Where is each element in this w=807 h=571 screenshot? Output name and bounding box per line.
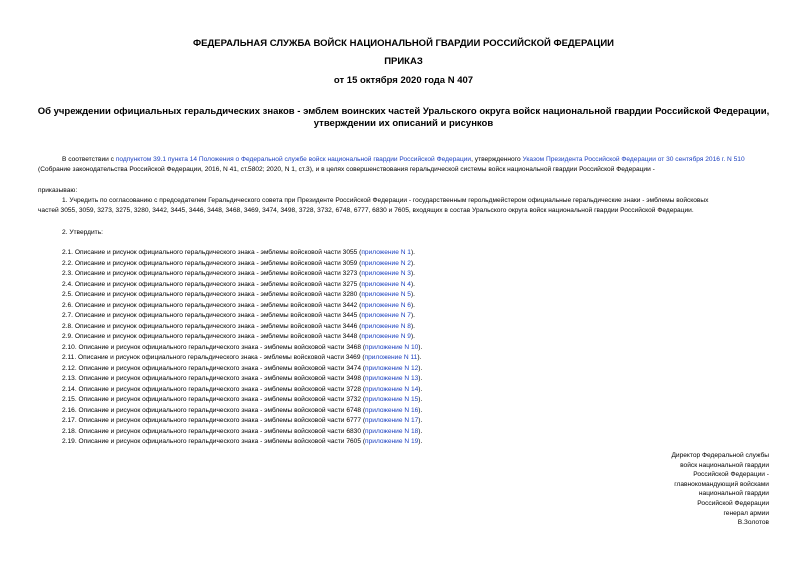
item-1-line-2: частей 3055, 3059, 3273, 3275, 3280, 3442, 3445, 3446, 3448, 3468, 3469, 3474, 3498, 3728, 3732, 6748, 6777, 6830 и 7605, входящих в состав Уральского округа войск национальной гвардии Российской Федерации. [38, 206, 694, 214]
approval-item-text: 2.11. Описание и рисунок официального геральдического знака - эмблемы войсковой части 3469 ( [62, 354, 365, 361]
approval-item-end: ). [418, 375, 423, 382]
signature-line: войск национальной гвардии [680, 461, 769, 469]
appendix-link[interactable]: приложение N 1 [361, 249, 411, 256]
approval-item-text: 2.4. Описание и рисунок официального геральдического знака - эмблемы войсковой части 3275 ( [62, 280, 362, 288]
appendix-link[interactable]: приложение N 8 [361, 322, 411, 330]
law-link-decree-number[interactable]: г. N 510 [721, 156, 745, 163]
approval-item-text: 2.6. Описание и рисунок официального геральдического знака - эмблемы войсковой части 3442 ( [62, 301, 362, 309]
appendix-link[interactable]: приложение N 3 [361, 270, 411, 277]
approval-item-text: 2.15. Описание и рисунок официального геральдического знака - эмблемы войсковой части 3732 ( [62, 396, 366, 403]
approval-item-end: ). [410, 333, 415, 340]
approval-item-text: 2.19. Описание и рисунок официального геральдического знака - эмблемы войсковой части 7605 ( [62, 438, 366, 445]
doc-title-line-1: Об учреждении официальных геральдических знаков - эмблем воинских частей Уральского округа войск национальной гвардии Российской Федерации, [37, 106, 770, 117]
approval-item [62, 374, 422, 383]
approval-item [62, 259, 415, 268]
approval-item-end: ). [418, 438, 423, 445]
approval-item-text: 2.5. Описание и рисунок официального геральдического знака - эмблемы войсковой части 3280 ( [62, 291, 362, 298]
preamble-text: В соответствии с [62, 156, 116, 163]
appendix-link[interactable]: приложение N 9 [361, 333, 411, 340]
approval-item-text: 2.17. Описание и рисунок официального геральдического знака - эмблемы войсковой части 6777 ( [62, 417, 366, 424]
approval-item-text: 2.8. Описание и рисунок официального геральдического знака - эмблемы войсковой части 3446 ( [62, 322, 362, 330]
approval-item-end: ). [418, 406, 423, 414]
approval-item-text: 2.12. Описание и рисунок официального геральдического знака - эмблемы войсковой части 3474 ( [62, 364, 366, 372]
law-link-position[interactable]: подпунктом 39.1 пункта 14 Положения о Федеральной службе войск национальной гвардии Российской Федерации [115, 156, 472, 163]
preamble [38, 155, 773, 174]
appendix-link[interactable]: приложение N 13 [365, 375, 419, 382]
appendix-link[interactable]: приложение N 7 [361, 312, 411, 319]
approval-item-text: 2.13. Описание и рисунок официального геральдического знака - эмблемы войсковой части 3498 ( [62, 375, 366, 382]
approval-item-text: 2.3. Описание и рисунок официального геральдического знака - эмблемы войсковой части 3273 ( [62, 270, 362, 277]
preamble-text: (Собрание законодательства Российской Федерации, 2016, N 41, ст.5802; 2020, N 1, ст.3), и в целях совершенствования геральдической системы войск национальной гвардии Российской Федерации - [38, 165, 655, 173]
approval-item [62, 290, 415, 299]
approval-item-end: ). [418, 427, 423, 435]
approval-item-text: 2.18. Описание и рисунок официального геральдического знака - эмблемы войсковой части 6830 ( [62, 427, 366, 435]
approval-item-end: ). [410, 291, 415, 298]
signature-line: Директор Федеральной службы [671, 452, 769, 459]
appendix-link[interactable]: приложение N 18 [365, 427, 419, 435]
order-word: приказываю: [38, 187, 78, 194]
approval-item [62, 343, 422, 352]
approval-item-end: ). [418, 343, 423, 351]
approval-item-text: 2.16. Описание и рисунок официального геральдического знака - эмблемы войсковой части 6748 ( [62, 406, 366, 414]
approval-item [62, 364, 422, 373]
appendix-link[interactable]: приложение N 5 [361, 291, 411, 298]
approval-item [62, 353, 421, 362]
appendix-link[interactable]: приложение N 16 [365, 406, 419, 414]
approval-item-end: ). [410, 322, 415, 330]
appendix-link[interactable]: приложение N 4 [361, 280, 411, 288]
approval-item [62, 311, 415, 320]
approval-item [62, 395, 422, 404]
appendix-link[interactable]: приложение N 19 [365, 438, 419, 445]
approval-item [62, 280, 415, 289]
approval-item-end: ). [418, 417, 423, 424]
approval-item-end: ). [410, 270, 415, 277]
appendix-link[interactable]: приложение N 10 [365, 343, 419, 351]
item-1-line-1: 1. Учредить по согласованию с председателем Геральдического совета при Президенте Российской Федерации - государственным герольдмейстером официальные геральдические знаки - эмблемы войсковых [62, 197, 709, 204]
approval-item-text: 2.2. Описание и рисунок официального геральдического знака - эмблемы войсковой части 3059 ( [62, 259, 362, 267]
approval-item-text: 2.1. Описание и рисунок официального геральдического знака - эмблемы войсковой части 3055 ( [62, 249, 362, 256]
approval-item-end: ). [410, 301, 415, 309]
approval-item-text: 2.14. Описание и рисунок официального геральдического знака - эмблемы войсковой части 3728 ( [62, 385, 366, 393]
approval-item-text: 2.7. Описание и рисунок официального геральдического знака - эмблемы войсковой части 3445 ( [62, 312, 362, 319]
appendix-link[interactable]: приложение N 14 [365, 385, 419, 393]
approval-item-end: ). [418, 385, 423, 393]
law-link-decree[interactable]: Указом Президента Российской Федерации от 30 сентября 2016 [522, 156, 720, 163]
appendix-link[interactable]: приложение N 6 [361, 301, 411, 309]
approval-item [62, 427, 422, 436]
doc-title-line-2: утверждении их описаний и рисунков [313, 118, 494, 129]
approval-item-end: ). [410, 280, 415, 288]
approval-item-end: ). [410, 259, 415, 267]
approval-item [62, 322, 415, 331]
approval-item-text: 2.9. Описание и рисунок официального геральдического знака - эмблемы войсковой части 3448 ( [62, 333, 362, 340]
approval-item-text: 2.10. Описание и рисунок официального геральдического знака - эмблемы войсковой части 3468 ( [62, 343, 366, 351]
signature-line: главнокомандующий войсками [674, 480, 769, 488]
approval-item [62, 406, 422, 415]
approval-item [62, 416, 422, 425]
signature-line: Российской Федерации [697, 499, 769, 507]
approval-item-end: ). [417, 354, 422, 361]
approval-item [62, 437, 422, 446]
agency-heading: ФЕДЕРАЛЬНАЯ СЛУЖБА ВОЙСК НАЦИОНАЛЬНОЙ ГВАРДИИ РОССИЙСКОЙ ФЕДЕРАЦИИ [193, 38, 614, 49]
approval-item [62, 332, 415, 341]
approval-item-end: ). [410, 249, 415, 256]
approval-item [62, 269, 415, 278]
item-2-heading: 2. Утвердить: [62, 229, 103, 236]
item-1 [38, 196, 773, 215]
approval-item [62, 385, 422, 394]
signature-line: Российской Федерации - [693, 471, 769, 479]
signature-line: генерал армии [723, 509, 769, 517]
approval-item-end: ). [418, 364, 423, 372]
doc-date-number: от 15 октября 2020 года N 407 [333, 75, 474, 86]
preamble-text: , утвержденного [471, 156, 523, 163]
approval-item-end: ). [410, 312, 415, 319]
signature-line: В.Золотов [737, 519, 769, 527]
approval-item [62, 248, 415, 257]
signature-block [609, 451, 769, 528]
signature-line: национальной гвардии [698, 490, 769, 498]
approval-item [62, 301, 415, 310]
appendix-link[interactable]: приложение N 17 [365, 417, 419, 424]
appendix-link[interactable]: приложение N 11 [364, 354, 418, 361]
appendix-link[interactable]: приложение N 12 [365, 364, 419, 372]
approval-item-end: ). [418, 396, 423, 403]
appendix-link[interactable]: приложение N 15 [365, 396, 419, 403]
doc-type: ПРИКАЗ [384, 56, 423, 67]
appendix-link[interactable]: приложение N 2 [361, 259, 411, 267]
